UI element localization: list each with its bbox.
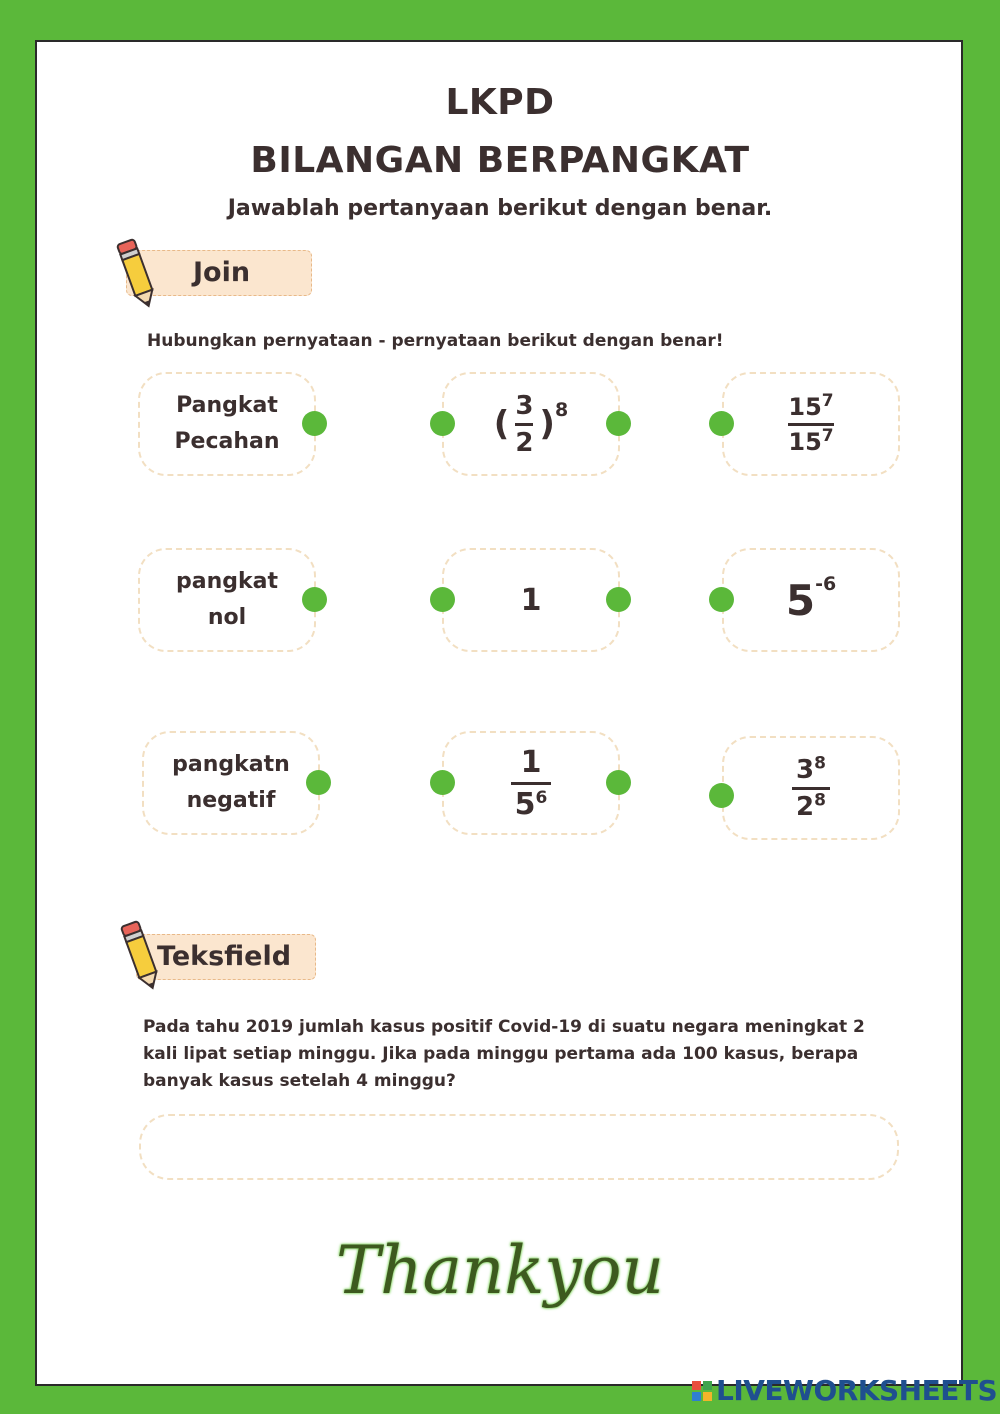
card-one[interactable]: [442, 548, 620, 652]
connector-dot-right-1[interactable]: [709, 411, 734, 436]
card-label-line2: negatif: [186, 788, 276, 813]
card-1-over-5-pow-6[interactable]: [442, 731, 620, 835]
denominator-exp: 8: [814, 789, 826, 810]
connector-dot-mid-left-1[interactable]: [430, 411, 455, 436]
title-line2: BILANGAN BERPANGKAT: [250, 140, 750, 181]
logo-blocks-icon: [692, 1381, 712, 1401]
connector-dot-left-1[interactable]: [302, 411, 327, 436]
connector-dot-right-2[interactable]: [709, 587, 734, 612]
subtitle: Jawablah pertanyaan berikut dengan benar.: [227, 196, 773, 221]
card-label-line2: nol: [207, 605, 247, 630]
denominator-base: 15: [788, 427, 822, 456]
value-one: 1: [520, 582, 542, 618]
numerator: 1: [520, 744, 542, 780]
connector-dot-mid-right-2[interactable]: [606, 587, 631, 612]
connector-dot-mid-right-3[interactable]: [606, 770, 631, 795]
card-pangkat-pecahan[interactable]: [138, 372, 316, 476]
worksheet-page: [35, 40, 963, 1386]
pencil-icon: [112, 236, 162, 312]
card-label-line1: Pangkat: [176, 393, 278, 418]
denominator-base: 5: [514, 786, 536, 822]
connector-dot-mid-right-1[interactable]: [606, 411, 631, 436]
card-15-7-over-15-7[interactable]: [722, 372, 900, 476]
numerator-base: 15: [788, 392, 822, 421]
numerator-exp: 8: [814, 752, 826, 773]
frac-denominator: 2: [515, 427, 534, 458]
liveworksheets-logo: [692, 1374, 997, 1407]
card-3-8-over-2-8[interactable]: [722, 736, 900, 840]
numerator-exp: 7: [821, 390, 834, 411]
denominator-exp: 7: [821, 425, 834, 446]
paren-open: (: [493, 404, 510, 444]
exponent: -6: [815, 572, 837, 595]
denominator-exp: 6: [535, 787, 548, 808]
connector-dot-mid-left-3[interactable]: [430, 770, 455, 795]
answer-input[interactable]: [139, 1114, 899, 1180]
connector-dot-mid-left-2[interactable]: [430, 587, 455, 612]
connector-dot-right-3[interactable]: [709, 783, 734, 808]
card-label-line2: Pecahan: [174, 429, 280, 454]
card-pangkat-negatif[interactable]: [142, 731, 320, 835]
thankyou-text: Thankyou: [336, 1232, 664, 1309]
join-instruction: Hubungkan pernyataan - pernyataan berikut dengan benar!: [147, 331, 724, 351]
title-line1: LKPD: [445, 82, 555, 123]
brand-name: LIVEWORKSHEETS: [716, 1374, 998, 1407]
connector-dot-left-3[interactable]: [306, 770, 331, 795]
pencil-icon: [116, 918, 166, 994]
base: 5: [785, 575, 816, 625]
join-tag: Join: [126, 250, 312, 296]
card-pangkat-nol[interactable]: [138, 548, 316, 652]
question-text: Pada tahu 2019 jumlah kasus positif Covid-19 di suatu negara meningkat 2 kali lipat setiap minggu. Jika pada minggu pertama ada 100 kasus, berapa banyak kasus setelah 4 minggu?: [143, 1017, 865, 1091]
card-label-line1: pangkat: [176, 569, 278, 594]
frac-numerator: 3: [515, 390, 534, 421]
paren-close: ): [539, 404, 555, 444]
numerator-base: 3: [796, 754, 815, 785]
card-fraction-3-2-pow-8[interactable]: ( $\frac{3}{2}$ ) $^8$: [442, 372, 620, 476]
teksfield-tag: Teksfield: [136, 934, 316, 980]
frac-bar: [515, 423, 533, 426]
connector-dot-left-2[interactable]: [302, 587, 327, 612]
denominator-base: 2: [796, 791, 815, 822]
card-5-pow-neg6[interactable]: [722, 548, 900, 652]
frac-bar: [511, 782, 552, 785]
card-label-line1: pangkatn: [172, 752, 290, 777]
